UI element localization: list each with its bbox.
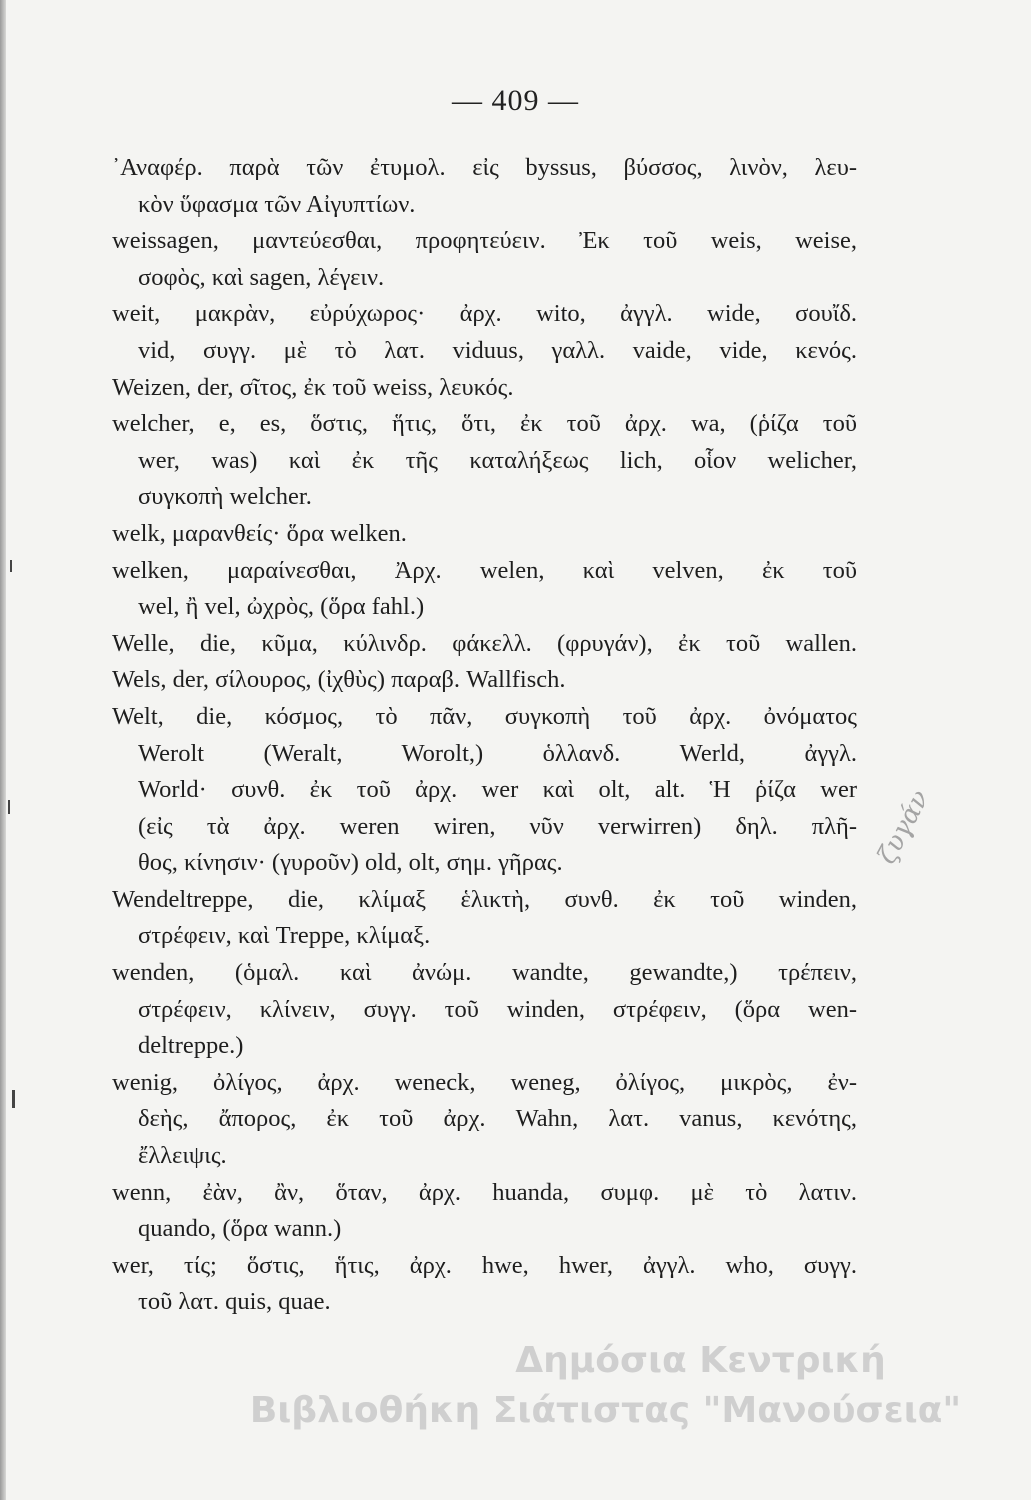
text-line: τοῦ λατ. quis, quae.: [138, 1288, 331, 1316]
text-line: στρέφειν, κλίνειν, συγγ. τοῦ winden, στρέφειν, (ὅρα wen-: [138, 995, 857, 1023]
text-line: welken, μαραίνεσθαι, Ἀρχ. welen, καὶ velven, ἐκ τοῦ: [112, 556, 857, 584]
text-line: quando, (ὅρα wann.): [138, 1215, 342, 1243]
text-line: welcher, e, es, ὅστις, ἥτις, ὅτι, ἐκ τοῦ ἀρχ. wa, (ῥίζα τοῦ: [112, 410, 857, 438]
text-line: wel, ἢ vel, ὠχρὸς, (ὅρα fahl.): [138, 593, 425, 621]
text-line: weissagen, μαντεύεσθαι, προφητεύειν. Ἐκ τοῦ weis, weise,: [112, 227, 857, 255]
text-line: World· συνθ. ἐκ τοῦ ἀρχ. wer καὶ olt, alt. Ἡ ῥίζα wer: [138, 776, 857, 804]
text-line: ᾿Αναφέρ. παρὰ τῶν ἐτυμολ. εἰς byssus, βύσσος, λινὸν, λευ-: [112, 154, 857, 181]
text-line: wer, τίς; ὅστις, ἥτις, ἀρχ. hwe, hwer, ἀγγλ. who, συγγ.: [112, 1251, 857, 1279]
text-line: Wendeltreppe, die, κλίμαξ ἑλικτὴ, συνθ. ἐκ τοῦ winden,: [112, 885, 857, 913]
text-line: wenig, ὀλίγος, ἀρχ. weneck, weneg, ὀλίγος, μικρὸς, ἐν-: [112, 1068, 857, 1096]
text-line: στρέφειν, καὶ Treppe, κλίμαξ.: [138, 922, 431, 950]
text-line: Weizen, der, σῖτος, ἐκ τοῦ weiss, λευκός.: [112, 373, 514, 401]
text-line: δεὴς, ἄπορος, ἐκ τοῦ ἀρχ. Wahn, λατ. vanus, κενότης,: [138, 1105, 857, 1133]
text-line: Werolt (Weralt, Worolt,) ὁλλανδ. Werld, ἀγγλ.: [138, 739, 857, 767]
text-line: ἔλλειψις.: [138, 1142, 227, 1170]
margin-tick-mark: [8, 800, 10, 814]
text-line: θος, κίνησιν· (γυροῦν) old, olt, σημ. γῆρας.: [138, 849, 563, 877]
margin-tick-mark: [12, 1090, 15, 1108]
text-line: Welle, die, κῦμα, κύλινδρ. φάκελλ. (φρυγάν), ἐκ τοῦ wallen.: [112, 629, 857, 657]
text-line: vid, συγγ. μὲ τὸ λατ. viduus, γαλλ. vaide, vide, κενός.: [138, 336, 857, 364]
text-line: (εἰς τὰ ἀρχ. weren wiren, νῦν verwirren) δηλ. πλῆ-: [138, 812, 857, 840]
page-number: — 409 —: [452, 84, 579, 117]
library-watermark-line1: Δημόσια Κεντρική: [515, 1340, 886, 1381]
page-binding-edge: [0, 0, 6, 1500]
text-line: σοφὸς, καὶ sagen, λέγειν.: [138, 263, 385, 291]
library-watermark-line2: Βιβλιοθήκη Σιάτιστας "Μανούσεια": [249, 1390, 962, 1431]
handwritten-margin-note: ζυγάν: [872, 785, 936, 870]
text-line: Wels, der, σίλουρος, (ἰχθὺς) παραβ. Wallfisch.: [112, 666, 566, 694]
text-line: wenn, ἐὰν, ἂν, ὅταν, ἀρχ. huanda, συμφ. μὲ τὸ λατιν.: [112, 1178, 857, 1206]
text-line: deltreppe.): [138, 1032, 244, 1060]
text-line: Welt, die, κόσμος, τὸ πᾶν, συγκοπὴ τοῦ ἀρχ. ὀνόματος: [112, 702, 857, 730]
margin-tick-mark: [10, 560, 12, 572]
text-line: weit, μακρὰν, εὐρύχωρος· ἀρχ. wito, ἀγγλ. wide, σουἴδ.: [112, 300, 857, 328]
text-line: wenden, (ὁμαλ. καὶ ἀνώμ. wandte, gewandte,) τρέπειν,: [112, 959, 857, 987]
text-line: wer, was) καὶ ἐκ τῆς καταλήξεως lich, οἷον welicher,: [138, 446, 857, 474]
text-line: welk, μαρανθείς· ὅρα welken.: [112, 519, 407, 547]
dictionary-text-body: [112, 150, 857, 1321]
text-line: συγκοπὴ welcher.: [138, 483, 312, 511]
text-line: κὸν ὕφασμα τῶν Αἰγυπτίων.: [138, 190, 416, 218]
